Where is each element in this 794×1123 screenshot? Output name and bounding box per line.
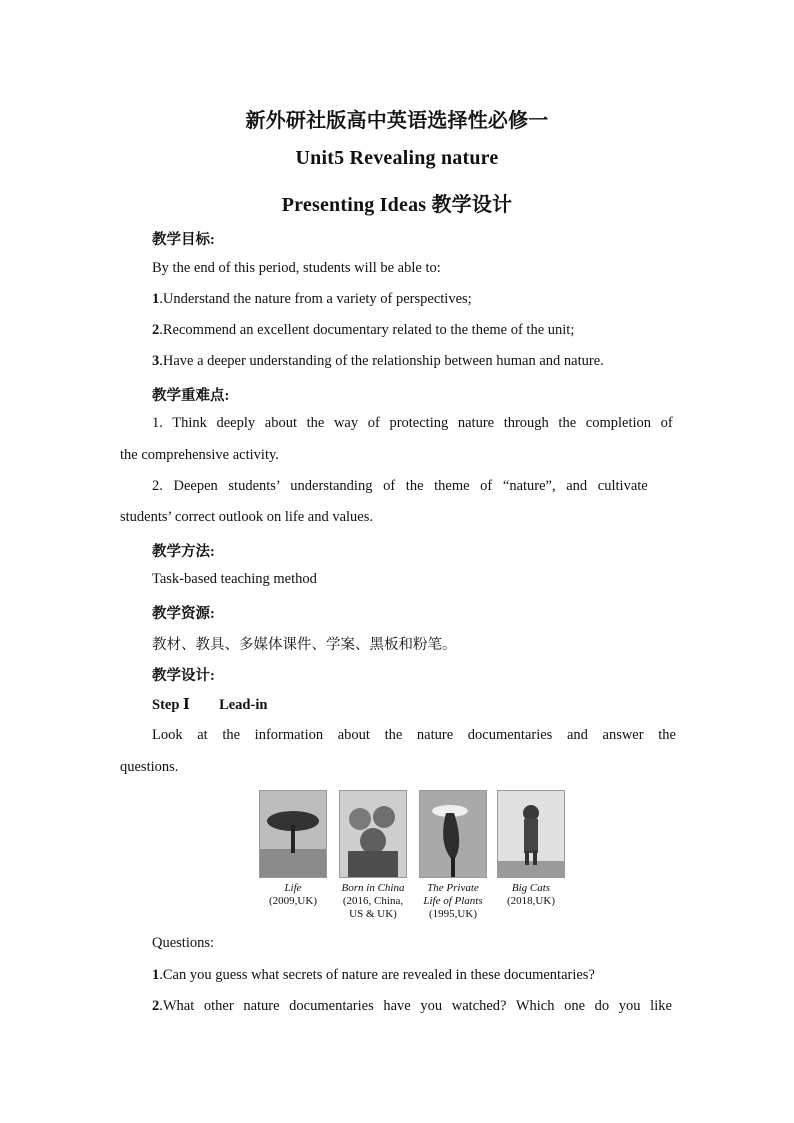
documentary-title: Born in China bbox=[341, 882, 405, 894]
design-heading: 教学设计: bbox=[152, 668, 215, 684]
resources-heading: 教学资源: bbox=[152, 606, 215, 622]
documentary-info: (1995,UK) bbox=[429, 908, 477, 920]
objective-text: .Have a deeper understanding of the relationship between human and nature. bbox=[159, 353, 604, 369]
documentary-big-cats bbox=[496, 790, 566, 908]
documentary-title: Life bbox=[284, 882, 302, 894]
key-point-1-line-2: the comprehensive activity. bbox=[120, 447, 279, 463]
step-title: Lead-in bbox=[219, 697, 268, 713]
step-label: Step Ⅰ bbox=[152, 697, 190, 713]
title-unit: Unit5 Revealing nature bbox=[295, 147, 499, 169]
documentary-info: (2016, China, US & UK) bbox=[342, 895, 404, 920]
question-text: .Can you guess what secrets of nature are revealed in these documentaries? bbox=[159, 967, 595, 983]
objective-text: .Recommend an excellent documentary related to the theme of the unit; bbox=[159, 322, 575, 338]
questions-heading: Questions: bbox=[152, 935, 215, 951]
question-number: 2 bbox=[152, 998, 160, 1014]
objective-number: 3 bbox=[152, 353, 160, 369]
documentary-born-in-china bbox=[338, 790, 408, 921]
objectives-intro: By the end of this period, students will be able to: bbox=[152, 260, 441, 276]
documentary-title: The Private Life of Plants bbox=[423, 882, 483, 907]
objectives-heading: 教学目标: bbox=[152, 232, 215, 248]
step-heading bbox=[152, 696, 267, 714]
question-2 bbox=[152, 998, 672, 1015]
key-point-1-line-1: 1. Think deeply about the way of protecting nature through the completion of bbox=[152, 415, 673, 431]
born-in-china-poster-image bbox=[339, 790, 407, 878]
instruction-line-2: questions. bbox=[120, 759, 179, 775]
documentary-info: (2009,UK) bbox=[269, 895, 317, 907]
title-chinese: 新外研社版高中英语选择性必修一 bbox=[245, 110, 549, 132]
documentary-info: (2018,UK) bbox=[507, 895, 555, 907]
big-cats-poster-image bbox=[497, 790, 565, 878]
key-points-heading: 教学重难点: bbox=[152, 388, 230, 404]
documentary-private-life-of-plants bbox=[418, 790, 488, 921]
documentary-title: Big Cats bbox=[511, 882, 551, 894]
objective-number: 1 bbox=[152, 291, 160, 307]
methods-heading: 教学方法: bbox=[152, 544, 215, 560]
instruction-line-1: Look at the information about the nature documentaries and answer the bbox=[152, 727, 676, 743]
life-poster-image bbox=[259, 790, 327, 878]
question-1 bbox=[152, 967, 595, 984]
title-presenting-ideas: Presenting Ideas 教学设计 bbox=[281, 194, 513, 216]
key-point-2-line-1: 2. Deepen students’ understanding of the theme of “nature”, and cultivate bbox=[152, 478, 648, 494]
resources-text: 教材、教具、多媒体课件、学案、黑板和粉笔。 bbox=[152, 637, 457, 653]
objective-item-1 bbox=[152, 291, 472, 308]
private-life-of-plants-poster-image bbox=[419, 790, 487, 878]
methods-text: Task-based teaching method bbox=[152, 571, 317, 587]
objective-item-2 bbox=[152, 322, 574, 339]
key-point-2-line-2: students’ correct outlook on life and values. bbox=[120, 509, 374, 525]
question-text: .What other nature documentaries have you watched? Which one do you like bbox=[159, 998, 672, 1014]
objective-item-3 bbox=[152, 353, 604, 370]
documentary-posters bbox=[258, 790, 568, 930]
documentary-life bbox=[258, 790, 328, 908]
objective-text: .Understand the nature from a variety of perspectives; bbox=[159, 291, 472, 307]
question-number: 1 bbox=[152, 967, 160, 983]
objective-number: 2 bbox=[152, 322, 160, 338]
